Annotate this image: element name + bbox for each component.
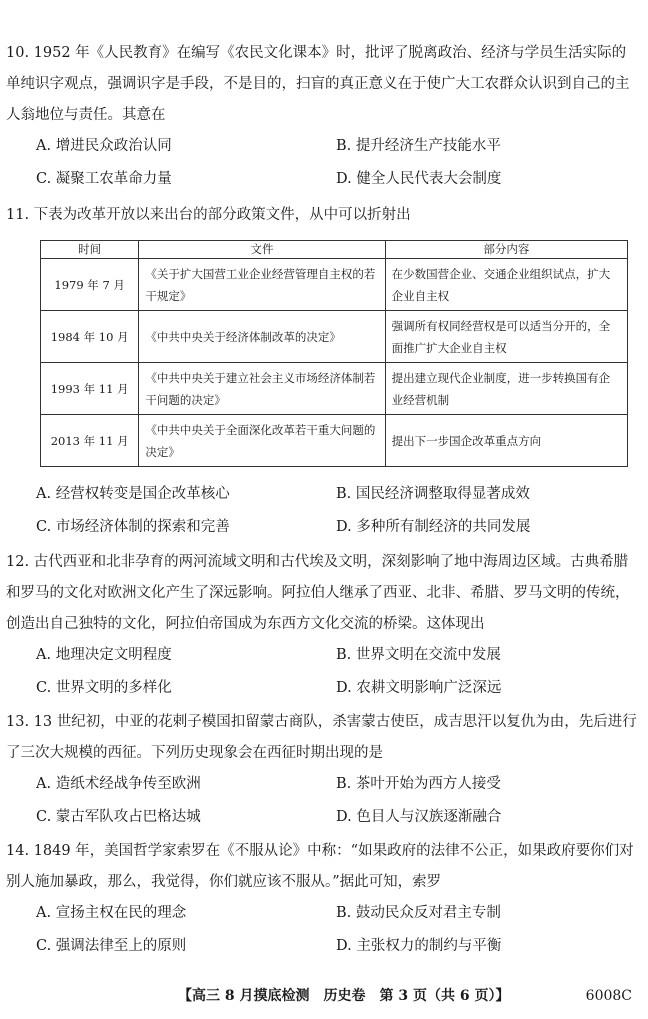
option-d[interactable]: D. 农耕文明影响广泛深远 — [336, 680, 502, 696]
option-a[interactable]: A. 地理决定文明程度 — [36, 647, 172, 663]
options-row — [6, 164, 638, 197]
option-b[interactable]: B. 茶叶开始为西方人接受 — [336, 776, 501, 792]
option-c[interactable]: C. 凝聚工农革命力量 — [36, 171, 172, 187]
question-stem: 14. 1849 年，美国哲学家索罗在《不服从论》中称：“如果政府的法律不公正，如果政府要你们对别人施加暴政，那么，我觉得，你们就应该不服从。”据此可知，索罗 — [6, 843, 634, 890]
table-row — [41, 311, 628, 363]
table-header: 部分内容 — [385, 241, 627, 259]
options-row — [6, 512, 638, 545]
table-row — [41, 259, 628, 311]
table-cell-content: 提出建立现代企业制度，进一步转换国有企业经营机制 — [385, 363, 627, 415]
table-cell-content: 在少数国营企业、交通企业组织试点，扩大企业自主权 — [385, 259, 627, 311]
question-10 — [6, 38, 638, 197]
table-cell-doc: 《中共中央关于全面深化改革若干重大问题的决定》 — [139, 415, 385, 467]
table-header: 文件 — [139, 241, 385, 259]
table-cell-doc: 《关于扩大国营工业企业经营管理自主权的若干规定》 — [139, 259, 385, 311]
option-c[interactable]: C. 世界文明的多样化 — [36, 680, 172, 696]
option-d[interactable]: D. 主张权力的制约与平衡 — [336, 938, 502, 954]
table-row — [41, 363, 628, 415]
table-cell-doc: 《中共中央关于建立社会主义市场经济体制若干问题的决定》 — [139, 363, 385, 415]
option-a[interactable]: A. 增进民众政治认同 — [36, 138, 172, 154]
footer-code: 6008C — [585, 988, 632, 1004]
table-header: 时间 — [41, 241, 139, 259]
options-row — [6, 898, 638, 931]
option-c[interactable]: C. 蒙古军队攻占巴格达城 — [36, 809, 201, 825]
table-cell-time: 1979 年 7 月 — [41, 259, 139, 311]
option-b[interactable]: B. 提升经济生产技能水平 — [336, 138, 501, 154]
option-a[interactable]: A. 造纸术经战争传至欧洲 — [36, 776, 201, 792]
question-stem: 12. 古代西亚和北非孕育的两河流域文明和古代埃及文明，深刻影响了地中海周边区域。古典希腊和罗马的文化对欧洲文化产生了深远影响。阿拉伯人继承了西亚、北非、希腊、罗马文明的传统，创造出自己独特的文化，阿拉伯帝国成为东西方文化交流的桥梁。这体现出 — [6, 554, 630, 632]
options-row — [6, 673, 638, 706]
option-b[interactable]: B. 鼓动民众反对君主专制 — [336, 905, 501, 921]
footer-page-info: 【高三 8 月摸底检测 历史卷 第 3 页（共 6 页）】 — [178, 988, 510, 1004]
option-a[interactable]: A. 经营权转变是国企改革核心 — [36, 486, 230, 502]
question-11 — [6, 200, 638, 231]
option-b[interactable]: B. 国民经济调整取得显著成效 — [336, 486, 530, 502]
options-row — [6, 640, 638, 673]
table-cell-content: 提出下一步国企改革重点方向 — [385, 415, 627, 467]
option-a[interactable]: A. 宣扬主权在民的理念 — [36, 905, 187, 921]
table-cell-doc: 《中共中央关于经济体制改革的决定》 — [139, 311, 385, 363]
table-row — [41, 415, 628, 467]
table-cell-time: 1993 年 11 月 — [41, 363, 139, 415]
options-row — [6, 931, 638, 964]
option-b[interactable]: B. 世界文明在交流中发展 — [336, 647, 501, 663]
policy-table — [40, 240, 628, 467]
question-13 — [6, 707, 638, 835]
question-stem: 13. 13 世纪初，中亚的花剌子模国扣留蒙古商队，杀害蒙古使臣，成吉思汗以复仇为由，先后进行了三次大规模的西征。下列历史现象会在西征时期出现的是 — [6, 714, 637, 761]
table-cell-content: 强调所有权同经营权是可以适当分开的，全面推广扩大企业自主权 — [385, 311, 627, 363]
question-stem: 11. 下表为改革开放以来出台的部分政策文件，从中可以折射出 — [6, 207, 411, 223]
options-row — [6, 131, 638, 164]
option-c[interactable]: C. 强调法律至上的原则 — [36, 938, 187, 954]
option-d[interactable]: D. 色目人与汉族逐渐融合 — [336, 809, 502, 825]
table-cell-time: 1984 年 10 月 — [41, 311, 139, 363]
option-d[interactable]: D. 健全人民代表大会制度 — [336, 171, 502, 187]
table-header-row — [41, 241, 628, 259]
question-stem: 10. 1952 年《人民教育》在编写《农民文化课本》时，批评了脱离政治、经济与学员生活实际的单纯识字观点，强调识字是手段，不是目的，扫盲的真正意义在于使广大工农群众认识到自己的主人翁地位与责任。其意在 — [6, 45, 630, 123]
option-d[interactable]: D. 多种所有制经济的共同发展 — [336, 519, 531, 535]
table-cell-time: 2013 年 11 月 — [41, 415, 139, 467]
options-row — [6, 479, 638, 512]
question-11-options — [6, 479, 638, 545]
options-row — [6, 802, 638, 835]
options-row — [6, 769, 638, 802]
question-14 — [6, 836, 638, 964]
question-12 — [6, 547, 638, 706]
option-c[interactable]: C. 市场经济体制的探索和完善 — [36, 519, 230, 535]
